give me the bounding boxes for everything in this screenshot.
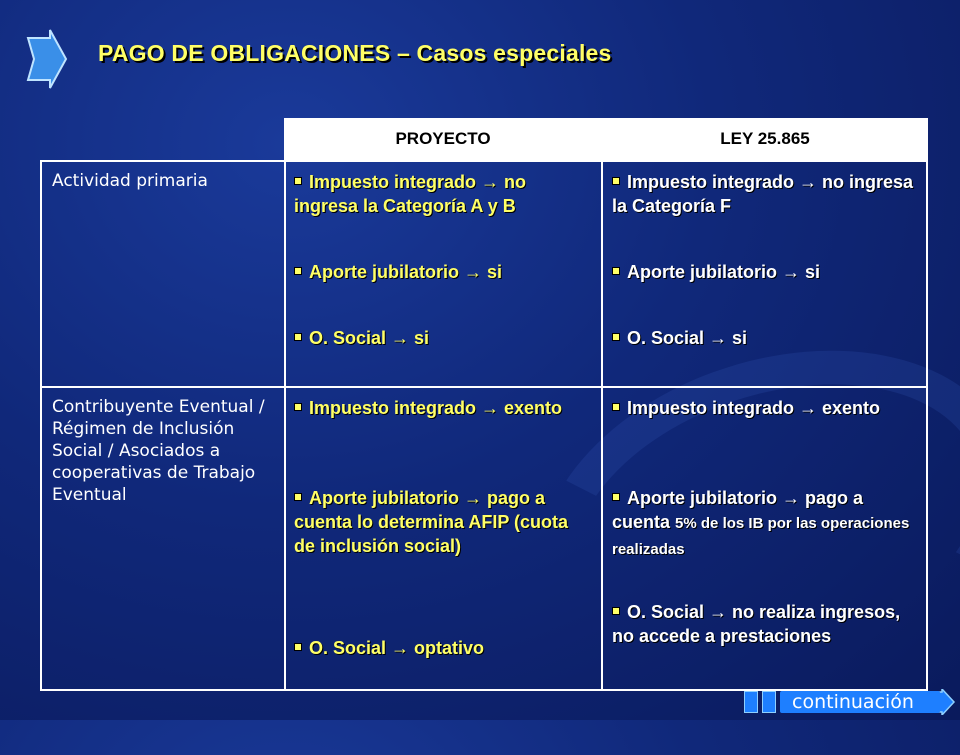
bullet-icon <box>294 267 302 275</box>
continue-button[interactable] <box>780 691 940 713</box>
list-item: O. Social → no realiza ingresos, no accede a prestaciones <box>612 602 901 646</box>
list-item: Impuesto integrado → exento <box>294 396 594 420</box>
list-item: Aporte jubilatorio → pago a cuenta lo determina AFIP (cuota de inclusión social) <box>294 488 569 556</box>
list-item: O. Social → si <box>612 326 917 350</box>
bullet-icon <box>612 333 620 341</box>
bullet-icon <box>294 643 302 651</box>
list-item: Aporte jubilatorio → si <box>612 260 917 284</box>
nav-block-icon <box>744 691 758 713</box>
row-label-actividad-primaria: Actividad primaria <box>52 171 208 191</box>
list-item: Aporte jubilatorio → pago a cuenta 5% de los IB por las operaciones realizadas <box>612 488 910 558</box>
bullet-icon <box>612 403 620 411</box>
list-item: Aporte jubilatorio → si <box>294 260 594 284</box>
header-proyecto: PROYECTO <box>395 129 491 148</box>
nav-block-icon <box>762 691 776 713</box>
blue-arrow-icon <box>24 28 68 90</box>
list-item: Impuesto integrado → exento <box>612 396 917 420</box>
bullet-icon <box>612 493 620 501</box>
grid-line <box>601 118 603 691</box>
grid-line <box>926 118 928 691</box>
grid-line <box>40 160 928 162</box>
slide-title: PAGO DE OBLIGACIONES – Casos especiales <box>98 40 612 66</box>
list-item: Impuesto integrado → no ingresa la Categoría F <box>612 172 914 216</box>
list-item: Impuesto integrado → no ingresa la Categoría A y B <box>294 172 527 216</box>
bullet-icon <box>294 177 302 185</box>
list-item: O. Social → si <box>294 326 594 350</box>
list-item: O. Social → optativo <box>294 636 594 660</box>
bullet-icon <box>294 333 302 341</box>
aporte-detail: 5% de los IB por las operaciones realizadas <box>612 515 910 558</box>
bullet-icon <box>294 493 302 501</box>
header-ley: LEY 25.865 <box>720 129 810 148</box>
continue-label: continuación <box>792 691 914 713</box>
grid-line <box>40 160 42 691</box>
bullet-icon <box>294 403 302 411</box>
bullet-icon <box>612 607 620 615</box>
row-label-contribuyente-eventual: Contribuyente Eventual / Régimen de Inclusión Social / Asociados a cooperativas de Trabajo Eventual <box>52 397 265 505</box>
bullet-icon <box>612 177 620 185</box>
comparison-table <box>40 118 928 691</box>
bullet-icon <box>612 267 620 275</box>
continue-nav[interactable] <box>744 690 956 714</box>
grid-line <box>284 118 286 691</box>
grid-line <box>40 386 928 388</box>
